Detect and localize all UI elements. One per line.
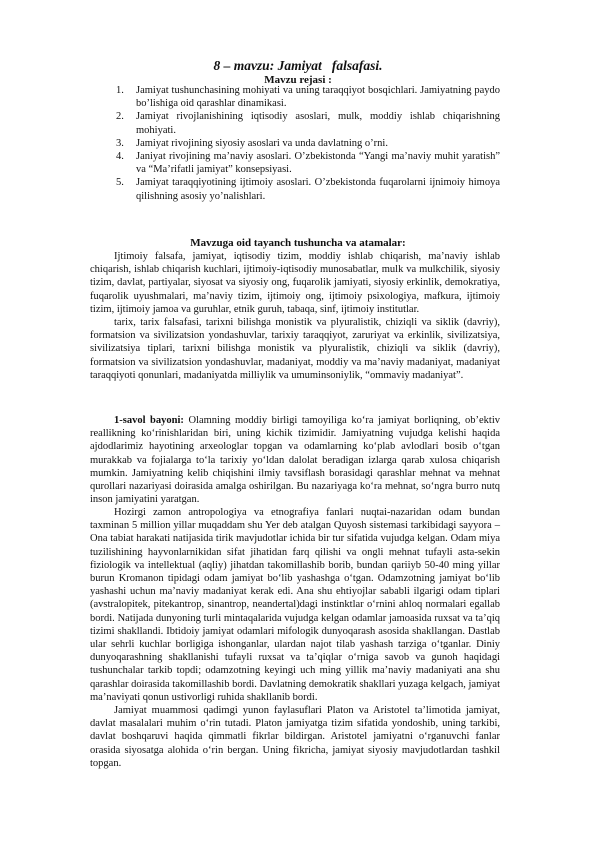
plan-item — [116, 110, 500, 136]
plan-item-number: 2. — [116, 111, 124, 123]
plan-item — [116, 84, 500, 110]
plan-item — [116, 137, 500, 150]
question-1-label: 1-savol bayoni: — [114, 415, 184, 426]
plan-item-text: Janiyat rivojining ma’naviy asoslari. O’zbekistonda “Yangi ma’naviy muhit yaratish” va “Ma’rifatli jamiyat” konsepsiyasi. — [136, 151, 500, 176]
concepts-paragraph-2: tarix, tarix falsafasi, tarixni bilishga monistik va plyuralistik, chiziqli va siklik (davriy), formatsion va sivilizatsion yondashuvlar, tarixiy taraqqiyot, zaruriyat va erkinlik, sivilizatsiya, sivilizatsiya tiplari, tarixni bilishga monistik va plyuralistik, chiziqli va siklik (davriy), formatsion va sivilizatsion yondashuvlar, madaniyat, moddiy va ma’naviy madaniyat, madaniyat taraqqiyoti qonunlari, madaniyatda milliylik va umuminsoniylik, “ommaviy madaniyat”. — [90, 317, 500, 381]
plan-item-text: Jamiyat rivojlanishining iqtisodiy asoslari, mulk, moddiy ishlab chiqarishning mohiyati. — [136, 111, 500, 136]
plan-item-number: 3. — [116, 137, 124, 149]
modern-science-paragraph: Hozirgi zamon antropologiya va etnografiya fanlari nuqtai-nazaridan odam bundan taxminan 5 million yillar muqaddam shu Yer deb atalgan Quyosh sistemasi tarkibidagi sayyora – Ona tabiat harakati natijasida tirik mavjudotlar ichida bir tur sifatida vujudga kelgan. Odam miya tuzilishining hayvonlarnikidan sifat jihatidan farq qilishi va ongli mehnat tufayli asta-sekin fiziologik va intellektual (aqliy) jihatdan takomillashib borib, bundan qariiyb 50-40 ming yillar burun Kromanon tipidagi odam jamiyat bo‘lib yashashga o‘tgan. Odamzotning jamiyat bo‘lib yashashi uchun ma’naviy madaniyat kerak edi. Ana shu ehtiyojlar sababli ilgarigi odam tiplari (avstralopitek, pitekantrop, sinantrop, neandertal)dagi instinktlar o‘rnini ahloq normalari egallab bordi. Natijada dunyoning turli mintaqalarida vujudga kelgan odamlar jamoasida ruxsat va ta’qiq tizimi shakllandi. Ibtidoiy jamiyat odamlari mifologik dunyoqarash asosida shakllangan. Dastlab ular sehrli kuchlar borligiga ishonganlar, ulardan najot tilab yashash tarziga o‘tganlar. Diniy dunyoqarashning shakllanishi tufayli ruxsat va ta’qiqlar o‘rniga savob va gunoh haqidagi tushunchalar tarkib topdi; odamzotning keyingi uch ming yillik ma’naviy madaniyati ana shu qarashlar doirasida takomillashib bordi. Davlatning demokratik shakllari yuzaga kelgach, jamiyat ma’naviyati qonun ustivorligi ruhida shakllanib bordi. — [90, 507, 500, 703]
page-title: 8 – mavzu: Jamiyat falsafasi. — [213, 58, 383, 73]
plan-item-number: 5. — [116, 177, 124, 189]
plan-item — [116, 150, 500, 176]
plan-item-text: Jamiyat rivojining siyosiy asoslari va unda davlatning o’rni. — [136, 137, 388, 149]
greek-philosophers-paragraph: Jamiyat muammosi qadimgi yunon faylasuflari Platon va Aristotel ta’limotida jamiyat, davlat masalalari muhim o‘rin tutadi. Platon jamiyatga tizim sifatida yondoshib, uning tarkibi, davlat boshqaruvi haqida qimmatli fikrlar bildirgan. Aristotel jamiyatni o‘rganuvchi fanlar orasida siyosatga alohida o‘rin bergan. Uning fikricha, jamiyat siyosiy mavjudotlardan tashkil topgan. — [90, 705, 500, 769]
plan-list — [116, 84, 500, 203]
plan-item — [116, 176, 500, 202]
plan-item-number: 1. — [116, 85, 124, 96]
plan-item-text: Jamiyat taraqqiyotining ijtimoiy asoslari. O’zbekistonda fuqarolarni ijnimoiy himoya qilishning asosiy yo’nalishlari. — [136, 177, 500, 202]
plan-item-text: Jamiyat tushunchasining mohiyati va uning taraqqiyot bosqichlari. Jamiyatning paydo bo’lishiga oid qarashlar dinamikasi. — [136, 85, 500, 110]
plan-heading: Mavzu rejasi : — [264, 74, 332, 86]
plan-item-number: 4. — [116, 151, 124, 163]
question-1-text: Olamning moddiy birligi tamoyiliga ko‘ra jamiyat borliqning, ob’ektiv reallikning ko‘rinishlaridan biri, uning kichik tizimidir. Jamiyatning vujudga kelishi haqida ajdodlarimiz hayotining arxeologlar topgan va odamlarning ko‘plab avlodlari bosib o‘tgan murakkab va fojialarga to‘la tarixiy yo‘ldan dalolat beradigan izlarga qarab xulosa chiqarish mumkin. Jamiyatning kelib chiqishini ilmiy tavsiflash borasidagi qarashlar mehnat va mehnat qurollari nazariyasi doirasida amalga oshirilgan. Bu nazariyaga ko‘ra mehnat, so‘ngra burro nutq inson jamiyatini yaratgan. — [90, 415, 500, 506]
concepts-paragraph-1: Ijtimoiy falsafa, jamiyat, iqtisodiy tizim, moddiy ishlab chiqarish, ma’naviy ishlab chiqarish, ishlab chiqarish kuchlari, ijtimoiy-iqtisodiy munosabatlar, mulk va mulkchilik, siyosiy tizim, davlat, partiyalar, siyosat va siyosiy ong, fuqarolik jamiyati, siyosiy erkinlik, demokratiya, fuqarolik uyushmalari, ma’naviy tizim, ijtimoiy ong, ijtimoiy psixologiya, mafkura, ijtimoiy tizim, ijtimoiy jamoa va guruhlar, etnik guruh, tabaqa, sinf, ijtimoiy institutlar. — [90, 251, 500, 315]
question-1-paragraph — [90, 414, 500, 506]
concepts-heading: Mavzuga oid tayanch tushuncha va atamalar: — [190, 237, 406, 249]
